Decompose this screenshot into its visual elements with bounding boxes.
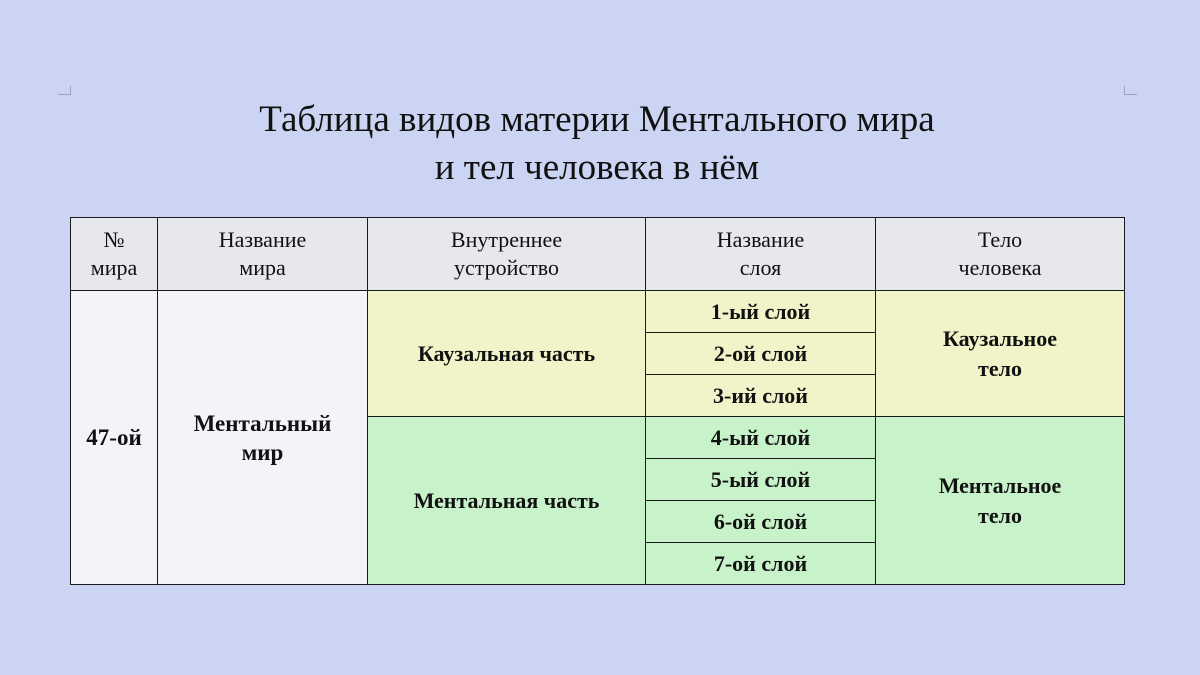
title-line-2: и тел человека в нём bbox=[434, 147, 760, 188]
causal-body-line-1: Каузальное bbox=[943, 325, 1057, 351]
title-line-1: Таблица видов материи Ментального мира bbox=[259, 99, 935, 140]
crop-mark-left bbox=[58, 86, 71, 95]
header-world-name bbox=[158, 218, 368, 291]
mental-body-line-1: Ментальное bbox=[938, 472, 1062, 498]
header-structure-line-2: устройство bbox=[453, 255, 560, 280]
layer-cell-7: 7-ой слой bbox=[646, 543, 876, 585]
header-human-body bbox=[876, 218, 1125, 291]
header-world-name-line-1: Название bbox=[218, 227, 307, 252]
header-human-body-line-2: человека bbox=[958, 255, 1042, 280]
mental-body-cell bbox=[876, 417, 1125, 585]
world-name-line-1: Ментальный bbox=[193, 410, 332, 436]
layer-cell-4: 4-ый слой bbox=[646, 417, 876, 459]
header-layer-name-line-1: Название bbox=[716, 227, 805, 252]
layer-cell-5: 5-ый слой bbox=[646, 459, 876, 501]
header-structure-line-1: Внутреннее bbox=[450, 227, 563, 252]
world-name-cell bbox=[158, 291, 368, 585]
table-header-row bbox=[71, 218, 1125, 291]
causal-body-cell bbox=[876, 291, 1125, 417]
header-world-number bbox=[71, 218, 158, 291]
mental-body-line-2: тело bbox=[978, 502, 1022, 528]
mental-part-cell: Ментальная часть bbox=[368, 417, 646, 585]
matter-types-table bbox=[70, 217, 1125, 585]
layer-cell-1: 1-ый слой bbox=[646, 291, 876, 333]
header-world-number-line-1: № bbox=[103, 227, 125, 252]
causal-part-cell: Каузальная часть bbox=[368, 291, 646, 417]
header-world-number-line-2: мира bbox=[90, 255, 138, 280]
world-name-line-2: мир bbox=[241, 439, 284, 465]
header-human-body-line-1: Тело bbox=[977, 227, 1023, 252]
crop-mark-right bbox=[1124, 86, 1137, 95]
layer-cell-2: 2-ой слой bbox=[646, 333, 876, 375]
table-row bbox=[71, 291, 1125, 333]
header-structure bbox=[368, 218, 646, 291]
header-layer-name-line-2: слоя bbox=[739, 255, 782, 280]
world-number-cell: 47-ой bbox=[71, 291, 158, 585]
header-layer-name bbox=[646, 218, 876, 291]
layer-cell-3: 3-ий слой bbox=[646, 375, 876, 417]
causal-body-line-2: тело bbox=[978, 355, 1022, 381]
page-title bbox=[0, 96, 1194, 192]
layer-cell-6: 6-ой слой bbox=[646, 501, 876, 543]
header-world-name-line-2: мира bbox=[239, 255, 286, 280]
